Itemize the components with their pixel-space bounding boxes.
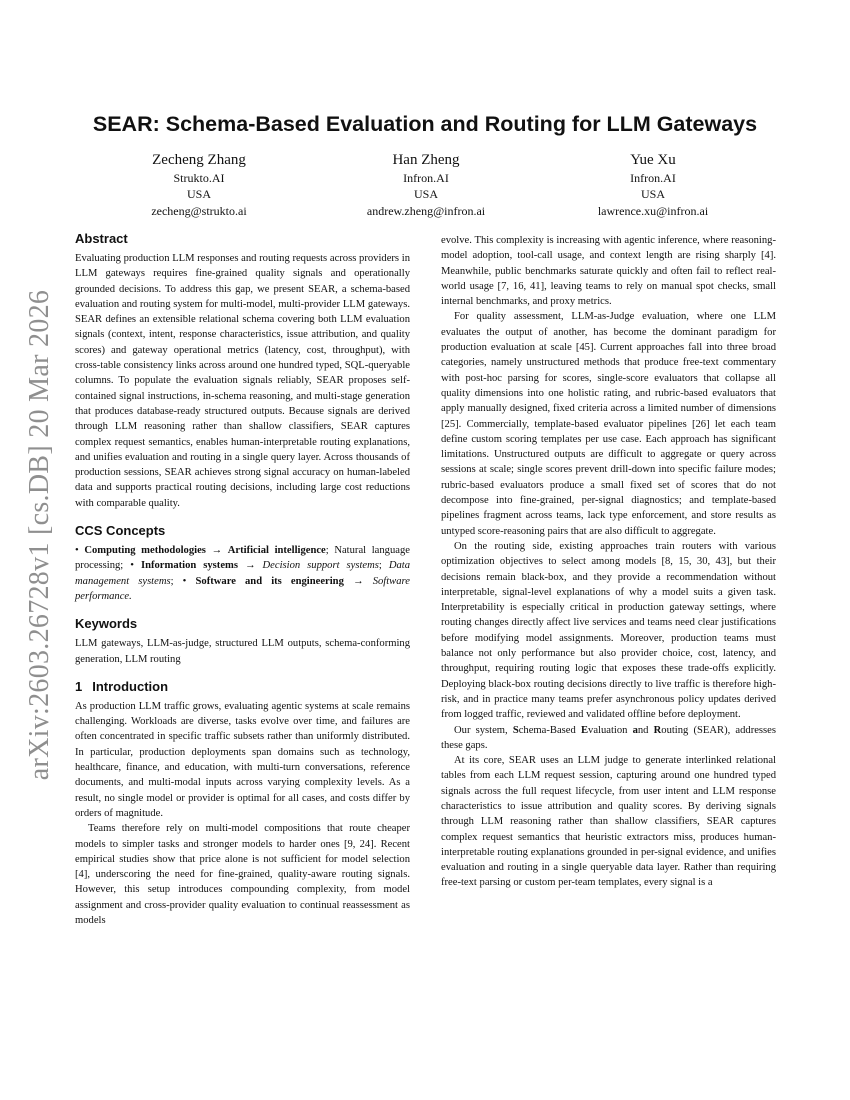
ccs-arrow: → [352,575,364,587]
text-run: chema-Based [518,724,581,736]
author-country: USA [186,187,211,202]
body-paragraph-3: On the routing side, existing approaches train routers with various optimization objectives to select among models [8, 15, 30, 43], but their decisions remain black-box, and they provide a recommendation without interpretable, signal-level explanations of why a model suits a given task. Interpretability is especially critical in production gateway settings, where routing changes directly affect live services and teams need clear justifications before modifying model assignments. Moreover, production teams must balance not only performance but also provider choice, cost, latency, and throughput, requiring routing logic that exposes these trade-offs explicitly. Deploying black-box routing decisions directly to live traffic is therefore high-risk, and in practice many teams prefer asynchronous policy updates derived from logged traffic, reviewed and validated offline before deployment. [441,540,776,721]
abstract-heading: Abstract [75,231,128,246]
ccs-term: Artificial intelligence [227,545,326,557]
author-affiliation: Infron.AI [403,171,449,185]
ccs-term: Information systems [140,560,238,572]
text-run: outing (SEAR), addresses these gaps. [441,724,776,751]
ccs-separator: ; [378,560,382,572]
ccs-arrow: → [244,560,256,572]
body-paragraph-5: At its core, SEAR uses an LLM judge to generate interlinked relational tables from each LLM request session, capturing around one hundred typed signals across the full request lifecycle, from user intent and LLM response characteristics to issue attribution and quality scores. By deriving signals through LLM reasoning rather than shallow classifiers, SEAR captures complex request semantics that heuristic extractors miss, produces human-interpretable routing explanations grounded in per-signal evidence, and unifies evaluation and routing in a single queryable data layer. Rather than requiring free-text parsing or custom per-team templates, every signal is a [441,755,776,889]
author-name: Zecheng Zhang [152,152,246,168]
text-run: Our system, [454,724,513,736]
section-number: 1 [75,678,83,694]
author-name: Han Zheng [392,152,460,168]
author-3 [540,151,766,219]
ccs-separator: ; [170,575,174,587]
acronym-letter: E [580,724,589,736]
ccs-term: Computing methodologies [84,545,206,557]
author-1 [86,151,312,219]
left-column [75,231,410,928]
author-name: Yue Xu [630,152,676,168]
author-email: lawrence.xu@infron.ai [597,203,709,218]
author-email: andrew.zheng@infron.ai [366,203,486,218]
author-block [86,151,766,219]
body-paragraph-2: For quality assessment, LLM-as-Judge evaluation, where one LLM evaluates the output of another, has become the dominant paradigm for production evaluation at scale [45]. Current approaches fall into three broad categories, namely unstructured methods that produce free-text commentary with post-hoc parsing for scores, single-score evaluators that collapse all quality dimensions into one holistic rating, and rubric-based evaluators that apply manually designed, fixed criteria across a limited number of dimensions [25]. Commercially, template-based evaluator pipelines [26] let each team define custom scoring templates per use case. Each approach has significant limitations. Unstructured outputs are difficult to aggregate or query across sessions at scale; single scores prevent drill-down into specific failure modes; rubric-based evaluators produce a small fixed set of scores that do not decompose into fine-grained, per-signal diagnostics; and template-based pipelines fragment across teams, lack type enforcement, and store results as untyped score-reasoning pairs that are also difficult to aggregate. [441,311,776,537]
arxiv-identifier: arXiv:2603.26728v1 [cs.DB] 20 Mar 2026 [24,289,56,781]
ccs-term: Software performance. [75,575,410,602]
section-title: Introduction [92,678,169,694]
keywords-text: LLM gateways, LLM-as-judge, structured LLM outputs, schema-conforming generation, LLM routing [75,638,410,665]
acronym-letter: S [512,724,519,736]
ccs-bullet: • [75,545,79,557]
keywords-heading: Keywords [75,616,138,632]
ccs-term: Software and its engineering [195,575,344,587]
paper-title: SEAR: Schema-Based Evaluation and Routing for LLM Gateways [92,112,758,136]
ccs-term: Decision support systems [262,560,379,572]
ccs-term: ; Natural language processing; [75,545,410,572]
author-affiliation: Strukto.AI [173,171,225,185]
text-run: valuation [588,724,633,736]
introduction-heading [75,679,410,695]
ccs-concepts [75,543,410,604]
author-affiliation: Infron.AI [630,171,676,185]
intro-paragraph-1: As production LLM traffic grows, evaluating agentic systems at scale remains challenging. Workloads are diverse, tasks evolve over time, and failures are often concentrated in specific traffic subsets rather than uniformly distributed. In particular, production deployments span domains such as technology, healthcare, finance, and education, with multi-turn conversations, reference documents, and multi-modal inputs across varying complexity levels. As a result, no single model or provider is optimal for all cases, and costs differ by orders of magnitude. [75,700,410,819]
ccs-arrow: → [211,545,223,557]
author-2 [313,151,539,219]
abstract-text: Evaluating production LLM responses and routing requests across providers in LLM gateways requires fine-grained quality signals and operationally grounded decisions. To address this gap, we present SEAR, a schema-based evaluation and routing system for multi-model, multi-provider LLM gateways. SEAR defines an extensible relational schema covering both LLM evaluation signals (context, intent, response characteristics, issue attribution, and quality scores) and gateway operational metrics (latency, cost, throughput), with cross-table consistency links across around one hundred typed, SQL-queryable columns. To populate the evaluation signals reliably, SEAR proposes self-contained signal instructions, in-schema reasoning, and multi-stage generation that produces database-ready structured outputs. Because signals are derived through LLM reasoning rather than shallow classifiers, SEAR captures complex request semantics, enables human-interpretable routing explanations, and unifies evaluation and routing in a single query layer. Across thousands of production sessions, SEAR achieves strong signal accuracy on human-labeled data and supports practical routing decisions, including large cost reductions with comparable quality. [75,253,410,509]
body-paragraph-4 [441,723,776,754]
body-paragraph-1: evolve. This complexity is increasing with agentic inference, where reasoning-model adoption, tool-call usage, and context length are rising sharply [4]. Meanwhile, public benchmarks saturate quickly and often fail to reflect real-world usage [7, 16, 41], leaving teams to rely on manual spot checks, small internal benchmarks, and proxy metrics. [441,235,776,308]
author-country: USA [640,187,665,202]
arxiv-watermark [20,289,60,781]
ccs-heading: CCS Concepts [75,523,166,539]
text-run: nd [637,724,654,736]
acronym-letter: a [632,724,638,736]
author-email: zecheng@strukto.ai [151,203,247,218]
right-column [441,233,776,891]
ccs-term: Data management systems [75,560,411,587]
ccs-bullet: • [130,560,134,572]
ccs-bullet: • [182,575,187,587]
author-country: USA [413,187,438,202]
intro-paragraph-2: Teams therefore rely on multi-model compositions that route cheaper models to simpler tasks and stronger models to harder ones [9, 24]. Recent empirical studies show that price alone is not sufficient for model selection [4], underscoring the need for fine-grained, quality-aware routing signals. However, this setup introduces compounding complexity, from model assignment and cross-provider quality evaluation to continual reassessment as models [75,823,410,926]
acronym-letter: R [653,724,662,736]
